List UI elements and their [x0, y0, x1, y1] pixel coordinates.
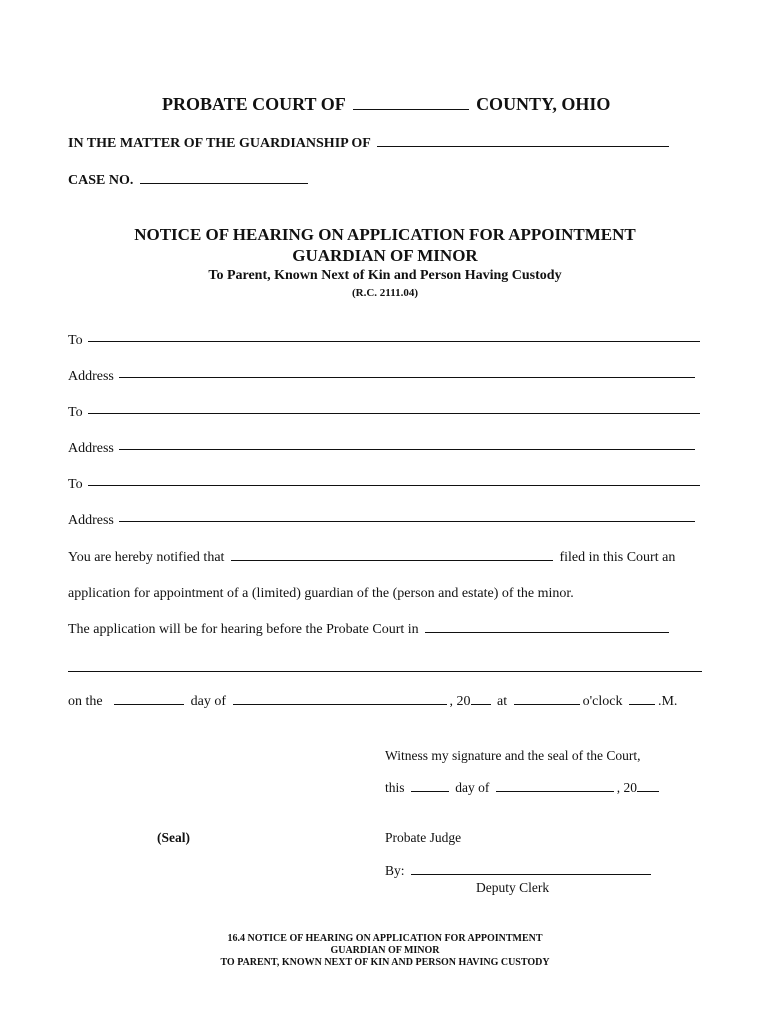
form-title-line2: GUARDIAN OF MINOR — [292, 246, 478, 265]
meridiem-label: .M. — [657, 694, 678, 709]
recipient-1-name-field[interactable] — [88, 341, 700, 342]
recipient-2-address-field[interactable] — [119, 449, 695, 450]
notified-sentence — [68, 550, 675, 566]
matter-label: IN THE MATTER OF THE GUARDIANSHIP OF — [68, 136, 371, 151]
this-label: this — [385, 780, 405, 795]
witness-text: Witness my signature and the seal of the Court, — [385, 748, 641, 763]
to-label: To — [68, 477, 83, 492]
footer-line3: TO PARENT, KNOWN NEXT OF KIN AND PERSON HAVING CUSTODY — [220, 957, 550, 968]
recipient-3-address-field[interactable] — [119, 521, 695, 522]
hearing-date-row — [68, 694, 677, 710]
recipient-2-to-row — [68, 405, 700, 421]
recipient-1-address-row — [68, 369, 695, 385]
witness-day-field[interactable] — [411, 791, 449, 792]
on-the-label: on the — [68, 694, 103, 709]
applicant-name-field[interactable] — [231, 560, 553, 561]
hearing-text: The application will be for hearing before the Probate Court in — [68, 622, 419, 637]
at-label: at — [497, 694, 508, 709]
by-label: By: — [385, 863, 405, 878]
witness-date-row — [385, 780, 662, 796]
court-suffix: COUNTY, OHIO — [476, 94, 611, 114]
hearing-sentence — [68, 622, 672, 638]
deputy-clerk-label: Deputy Clerk — [476, 880, 550, 895]
witness-month-field[interactable] — [496, 791, 614, 792]
statute-reference: (R.C. 2111.04) — [352, 287, 418, 299]
hearing-location-continuation-field[interactable] — [68, 671, 702, 672]
hearing-hour-field[interactable] — [514, 704, 580, 705]
deputy-signature-field[interactable] — [411, 874, 651, 875]
to-label: To — [68, 405, 83, 420]
notified-suffix: filed in this Court an — [559, 550, 676, 565]
day-of-label: day of — [455, 780, 490, 795]
oclock-label: o'clock — [582, 694, 623, 709]
guardianship-matter — [68, 136, 672, 152]
case-number-field[interactable] — [140, 183, 308, 184]
recipient-1-address-field[interactable] — [119, 377, 695, 378]
ward-name-field[interactable] — [377, 146, 669, 147]
year-prefix: , 20 — [449, 694, 471, 709]
witness-year-field[interactable] — [637, 791, 659, 792]
court-prefix: PROBATE COURT OF — [162, 94, 346, 114]
probate-judge-label: Probate Judge — [385, 830, 462, 845]
recipient-3-name-field[interactable] — [88, 485, 700, 486]
by-row — [385, 863, 654, 879]
hearing-month-field[interactable] — [233, 704, 447, 705]
year-prefix: , 20 — [616, 780, 638, 795]
meridiem-field[interactable] — [629, 704, 655, 705]
address-label: Address — [68, 513, 114, 528]
county-name-field[interactable] — [353, 109, 469, 110]
recipient-1-to-row — [68, 333, 700, 349]
recipient-2-name-field[interactable] — [88, 413, 700, 414]
day-of-label: day of — [190, 694, 226, 709]
hearing-year-field[interactable] — [471, 704, 491, 705]
court-heading — [162, 94, 610, 115]
seal-label: (Seal) — [157, 830, 190, 845]
footer-line2: GUARDIAN OF MINOR — [330, 945, 440, 956]
recipient-3-to-row — [68, 477, 700, 493]
form-subtitle: To Parent, Known Next of Kin and Person Having Custody — [208, 268, 562, 283]
case-label: CASE NO. — [68, 173, 134, 188]
footer-line1: 16.4 NOTICE OF HEARING ON APPLICATION FOR APPOINTMENT — [227, 933, 543, 944]
recipient-3-address-row — [68, 513, 695, 529]
hearing-day-field[interactable] — [114, 704, 184, 705]
recipient-2-address-row — [68, 441, 695, 457]
case-number — [68, 173, 311, 189]
form-title-line1: NOTICE OF HEARING ON APPLICATION FOR APPOINTMENT — [134, 225, 636, 244]
hearing-location-field[interactable] — [425, 632, 669, 633]
notified-prefix: You are hereby notified that — [68, 550, 225, 565]
application-text: application for appointment of a (limited) guardian of the (person and estate) of the minor. — [68, 586, 574, 601]
address-label: Address — [68, 369, 114, 384]
to-label: To — [68, 333, 83, 348]
address-label: Address — [68, 441, 114, 456]
